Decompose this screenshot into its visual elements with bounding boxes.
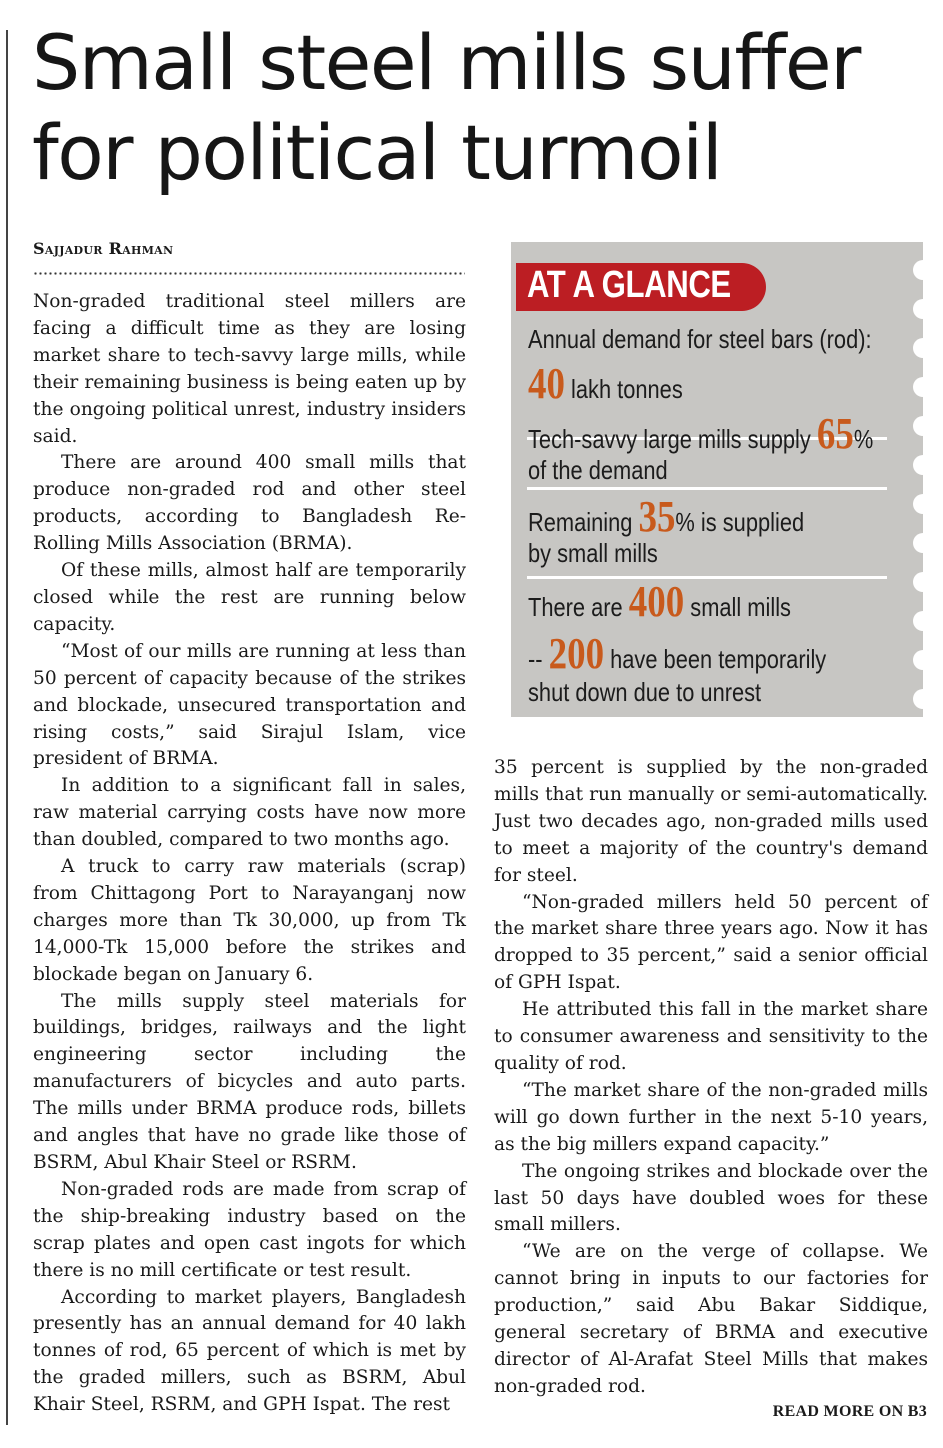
- glance-item-4-line-3: shut down due to unrest: [528, 677, 762, 707]
- notch-decoration: [913, 338, 933, 358]
- glance-text: % is supplied: [675, 507, 805, 537]
- glance-item-4-line-1: [528, 577, 791, 626]
- glance-item-1-line-2: [528, 359, 683, 408]
- notch-decoration: [913, 494, 933, 514]
- glance-item-3-line-1: [528, 492, 805, 541]
- paragraph: He attributed this fall in the market share to consumer awareness and sensitivity to the quality of rod.: [494, 999, 928, 1074]
- glance-text: lakh tonnes: [564, 374, 683, 404]
- glance-figure: 200: [548, 629, 605, 678]
- glance-item-2-line-2: of the demand: [528, 455, 668, 485]
- glance-text: Tech-savvy large mills supply: [528, 424, 817, 454]
- paragraph: Non-graded rods are made from scrap of the ship-breaking industry based on the scrap plates and open cast ingots for which there is no mill certificate or test result.: [33, 1178, 466, 1281]
- notch-decoration: [913, 299, 933, 319]
- byline: Sajjadur Rahman: [33, 239, 174, 258]
- glance-item-2-line-1: [528, 409, 874, 458]
- glance-text: --: [528, 644, 549, 674]
- paragraph: There are around 400 small mills that produce non-graded rod and other steel products, according to Bangladesh Re-Rolling Mills Association (BRMA).: [33, 452, 466, 555]
- paragraph: Non-graded traditional steel millers are facing a difficult time as they are losing market share to tech-savvy large mills, while their remaining business is being eaten up by the ongoing political unrest, industry insiders said.: [33, 291, 466, 447]
- paragraph: “The market share of the non-graded mills will go down further in the next 5-10 years, as the big millers expand capacity.”: [494, 1079, 928, 1155]
- glance-item-1-line-1: Annual demand for steel bars (rod):: [528, 324, 872, 354]
- notch-decoration: [913, 689, 933, 709]
- glance-text: have been temporarily: [604, 644, 827, 674]
- notch-decoration: [913, 611, 933, 631]
- headline: [32, 18, 932, 198]
- paragraph: “Non-graded millers held 50 percent of the market share three years ago. Now it has dropped to 35 percent,” said a senior official of GPH Ispat.: [494, 891, 928, 994]
- notch-decoration: [913, 455, 933, 475]
- glance-figure: 400: [628, 577, 685, 626]
- paragraph: “Most of our mills are running at less than 50 percent of capacity because of the strikes and blockade, unsecured transportation and rising costs,” said Sirajul Islam, vice president of BRMA.: [33, 640, 466, 770]
- notch-decoration: [913, 572, 933, 592]
- glance-divider: [527, 576, 887, 579]
- paragraph: 35 percent is supplied by the non-graded mills that run manually or semi-automatically. Just two decades ago, non-graded mills used to meet a majority of the country's demand for steel.: [494, 757, 928, 886]
- notch-decoration: [913, 260, 933, 280]
- glance-title: AT A GLANCE: [527, 264, 731, 306]
- glance-figure: 65: [816, 409, 854, 458]
- paragraph: A truck to carry raw materials (scrap) from Chittagong Port to Narayanganj now charges more than Tk 30,000, up from Tk 14,000-Tk 15,000 before the strikes and blockade began on January 6.: [33, 856, 466, 985]
- headline-line-2: for political turmoil: [32, 108, 722, 197]
- glance-item-3-line-2: by small mills: [528, 538, 658, 568]
- paragraph: The ongoing strikes and blockade over the last 50 days have doubled woes for these small millers.: [494, 1160, 928, 1236]
- glance-text: Remaining: [528, 507, 639, 537]
- article-column-right: [494, 755, 928, 1401]
- paragraph: Of these mills, almost half are temporarily closed while the rest are running below capacity.: [33, 560, 466, 635]
- glance-item-4-line-2: [528, 629, 827, 678]
- notch-decoration: [913, 377, 933, 397]
- paragraph: “We are on the verge of collapse. We cannot bring in inputs to our factories for production,” said Abu Bakar Siddique, general secretary of BRMA and executive director of Al-Arafat Steel Mills that makes non-graded rod.: [494, 1241, 928, 1397]
- glance-figure: 40: [528, 359, 565, 408]
- notch-decoration: [913, 533, 933, 553]
- column-rule: [6, 30, 8, 1425]
- paragraph: In addition to a significant fall in sales, raw material carrying costs have now more than doubled, compared to two months ago.: [33, 775, 466, 851]
- article-column-left: [33, 289, 466, 1419]
- notch-decoration: [913, 650, 933, 670]
- glance-text: There are: [528, 592, 629, 622]
- glance-figure: 35: [638, 492, 676, 541]
- read-more-jump: READ MORE ON B3: [772, 1403, 927, 1420]
- headline-line-1: Small steel mills suffer: [32, 18, 860, 107]
- glance-text: %: [853, 424, 874, 454]
- dotted-separator: [33, 272, 465, 275]
- paragraph: According to market players, Bangladesh presently has an annual demand for 40 lakh tonnes of rod, 65 percent of which is met by the graded millers, such as BSRM, Abul Khair Steel, RSRM, and GPH Ispat. The rest: [33, 1286, 466, 1416]
- glance-divider: [527, 487, 887, 490]
- notch-decoration: [913, 416, 933, 436]
- paragraph: The mills supply steel materials for buildings, bridges, railways and the light engineering sector including the manufacturers of bicycles and auto parts. The mills under BRMA produce rods, billets and angles that have no grade like those of BSRM, Abul Khair Steel or RSRM.: [33, 990, 466, 1173]
- glance-text: small mills: [684, 592, 791, 622]
